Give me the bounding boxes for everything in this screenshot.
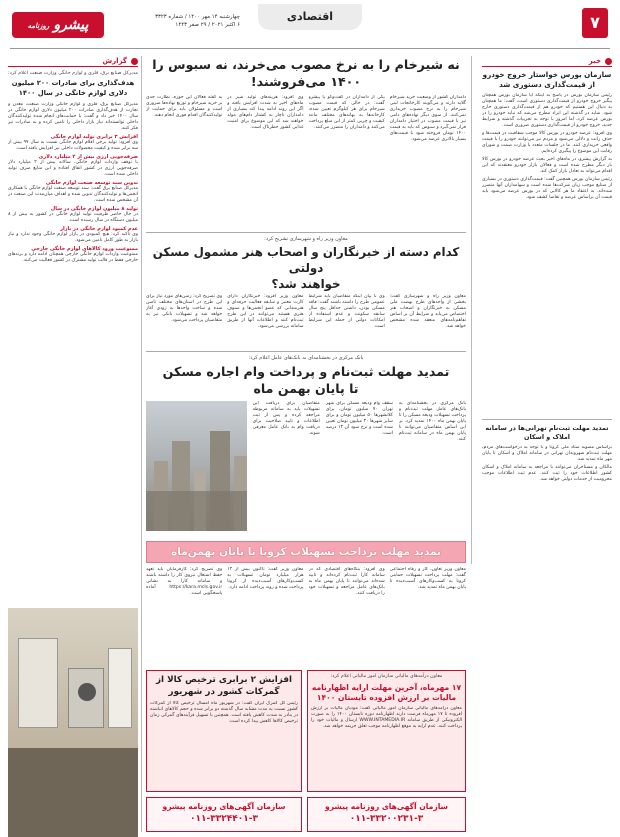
section-text: در حال حاضر ظرفیت تولید لوازم خانگی در کشور به بیش از ۸ میلیون دستگاه در سال رسیده است.: [8, 212, 138, 223]
city-photo: [146, 401, 247, 531]
corona-banner-title: تمدید مهلت پرداخت تسهیلات کرونا تا پایان بهمن‌ماه: [170, 546, 442, 558]
dateline-2: ۶ اکتبر ۲۰۲۱ / ۲۹ صفر ۱۴۴۳: [175, 22, 240, 28]
appliance-photo: [8, 608, 138, 837]
section-title: عدم کمبود لوازم خانگی در بازار: [60, 226, 138, 232]
right-box-body: [482, 445, 612, 585]
paragraph: رئیس سازمان بورس همچنین گفت: قیمت‌گذاری دستوری در بسیاری از صنایع موجب زیان شرکت‌ها شده است و سهامداران آنها متضرر شده‌اند. به اعتقاد ما هر کالایی که در بورس عرضه می‌شود باید قیمت آن براساس عرضه و تقاضا کشف شود.: [482, 177, 612, 200]
ad-right-title: سازمان آگهی‌های روزنامه پیشرو: [324, 802, 449, 811]
tax-headline: ۱۷ مهرماه، آخرین مهلت ارایه اظهارنامه مالیات بر ارزش افزوده تابستان ۱۴۰۰: [311, 682, 462, 702]
dateline-1: چهارشنبه ۱۴ مهر ۱۴۰۰ / شماره ۳۳۲۳: [155, 14, 240, 20]
customs-headline-line1: افزایش ۲ برابری ترخیص کالا از: [155, 675, 293, 685]
section-text: وی افزود: تولید برخی اقلام لوازم خانگی نسبت به سال ۹۷ بیش از سه برابر شده و کیفیت محصولات داخلی نیز افزایش یافته است.: [8, 140, 138, 151]
column-divider: [141, 56, 142, 832]
paragraph: مالکان و مستاجران می‌توانند با مراجعه به سامانه املاک و اسکان کشور اطلاعات خود را ثبت کنند. عدم ثبت اطلاعات موجب محرومیت از خدمات دولتی خواهد شد.: [482, 465, 612, 482]
customs-headline-line2: گمرکات کشور در شهریور: [168, 687, 280, 697]
ad-left-phone: ۰۱۱-۳۳۲۴۴۰۱-۳: [190, 814, 258, 824]
ad-left: [146, 797, 302, 832]
ground-shape: [146, 491, 247, 531]
brand-prefix: روزنامه: [27, 20, 50, 30]
customs-box: [146, 670, 302, 792]
section-title: اقتصادی: [286, 10, 334, 23]
housing-story-column: معاون وزیر افزود: خبرنگاران دارای کارت معتبر و سابقه فعالیت حرفه‌ای و هنرمندانی که عضو انجمن‌ها و صنوف هنری هستند می‌توانند در این طرح ثبت‌نام کنند و اطلاعات آنها از طریق سامانه بررسی می‌شود.: [227, 294, 304, 329]
main-story-column: دامداران کشور از وضعیت خرید شیرخام گلایه دارند و می‌گویند کارخانجات لبنی شیرخام را به نرخ مصوب خریداری نمی‌کنند. از سوی دیگر نهاده‌های دامی نیز با قیمت مصوب در اختیار دامداران قرار نمی‌گیرد و سبوس که باید به قیمت ۱۴۰۰ تومان فروخته شود با قیمت‌های بسیار بالاتری عرضه می‌شود.: [389, 95, 466, 142]
brand-name: پیشرو: [53, 17, 89, 33]
paragraph: براساس مصوبه ستاد ملی کرونا و با توجه به درخواست‌های مردم، مهلت ثبت‌نام شهروندان تهرانی در سامانه املاک و اسکان تا پایان مهر ماه تمدید شد.: [482, 445, 612, 462]
section-text: مدیرکل صنایع برق گفت: سند توسعه صنعت لوازم خانگی با همکاری انجمن‌ها و تولیدکنندگان تدوین شده و اهداف میان‌مدت این صنعت در آن مشخص شده است.: [8, 186, 138, 203]
ad-right: [307, 797, 466, 832]
ad-right-phone: ۰۱۱-۳۳۲۰۰۲۳۱-۳: [349, 814, 424, 824]
corona-banner-bar: [146, 541, 466, 563]
main-headline-line1: نه شیرخام را به نرخ مصوب می‌خرند، نه سبوس را: [152, 57, 460, 72]
corona-banner: [146, 541, 466, 665]
section-title: صرفه‌جویی ارزی بیش از ۲ میلیارد دلاری: [38, 154, 138, 160]
housing-story-column: وی تصریح کرد: زمین‌های مورد نیاز برای این طرح در استان‌های مختلف تامین شده و ساخت واحدها به زودی آغاز خواهد شد و تسهیلات بانکی نیز به متقاضیان پرداخت می‌شود.: [146, 294, 223, 323]
right-column-label-bar: [482, 56, 612, 67]
loan-headline-line2: تا پایان بهمن ماه: [253, 381, 359, 396]
right-box: [482, 419, 612, 585]
section-text: وی تاکید کرد: هیچ کمبودی در بازار لوازم خانگی وجود ندارد و نیاز بازار به طور کامل تامین می‌شود.: [8, 232, 138, 243]
corona-column: وی تصریح کرد: کارفرمایان باید تعهد حفظ اشتغال نیروی کار را داشته باشند و سامانه کارا به نشانی https://kara.mcls.gov.ir آماده پاسخگویی است.: [146, 567, 223, 596]
brand-logo: [12, 12, 104, 38]
right-column-body: [482, 93, 612, 413]
paragraph: وی افزود: عرضه خودرو در بورس کالا موجب شفافیت در قیمت‌ها و حذف رانت و دلالی می‌شود و مردم نیز می‌توانند خودرو را با قیمت واقعی خریداری کنند. ما در جلسات متعدد با وزارت صمت و شورای رقابت این موضوع را پیگیری کرده‌ایم.: [482, 131, 612, 154]
main-story-column: یکی از دامداران در گفت‌وگو با پیشرو گفت: در حالی که قیمت مصوب شیرخام برای هر کیلوگرم تعیین شده، کارخانه‌ها به بهانه‌های مختلف مانند کیفیت و چربی کمتر از این مبلغ پرداخت می‌کنند و دامداران را متضرر می‌کنند.: [308, 95, 385, 130]
section-text: با توقف واردات لوازم خانگی، سالانه بیش از ۲ میلیارد دلار صرفه‌جویی ارزی در کشور اتفاق افتاده و این منابع صرف تولید داخلی شده است.: [8, 160, 138, 177]
housing-kicker: معاون وزیر راه و شهرسازی تشریح کرد:: [264, 236, 348, 242]
housing-story-column: وی با بیان اینکه متقاضیان باید شرایط عمومی طرح را داشته باشند گفت: فاقد مسکن بودن، داشتن حداقل پنج سال سابقه سکونت و عدم استفاده از امکانات دولتی از جمله این شرایط است.: [308, 294, 385, 329]
corona-column: وی افزود: بنگاه‌های اقتصادی که در سامانه کارا ثبت‌نام کرده‌اند و تایید شده‌اند می‌توانند تا پایان بهمن ماه به بانک‌های عامل مراجعه و تسهیلات خود را دریافت کنند.: [308, 567, 385, 596]
right-column: [482, 56, 612, 564]
paragraph: به گزارش پیشرو، در ماه‌های اخیر بحث عرضه خودرو در بورس کالا بار دیگر مطرح شده است و فعالان بازار خودرو معتقدند که این اقدام می‌تواند به تعادل بازار کمک کند.: [482, 157, 612, 174]
housing-headline-line1: کدام دسته از خبرنگاران و اصحاب هنر مشمول مسکن دولتی: [152, 245, 460, 275]
right-column-headline: سازمان بورس خواستار خروج خودرو از قیمت‌گذاری دستوری شد: [482, 70, 612, 89]
tax-body: معاون درآمدهای مالیاتی سازمان امور مالیاتی گفت: مودیان مالیات بر ارزش افزوده تا ۱۷ مهرماه فرصت دارند اظهارنامه دوره تابستان ۱۴۰۰ را به صورت الکترونیکی از طریق سامانه WWW.INTAMEDIA.IR ارسال و مالیات خود را پرداخت کنند. عدم ارایه به موقع اظهارنامه موجب تعلق جریمه خواهد شد.: [311, 705, 462, 729]
corona-column: معاون وزیر گفت: تاکنون بیش از ۱۲ هزار میلیارد تومان تسهیلات به کسب‌وکارهای آسیب‌دیده از کرونا پرداخت شده و روند پرداخت ادامه دارد.: [227, 567, 304, 590]
customs-body: رئیس کل گمرک ایران گفت: در شهریور ماه امسال ترخیص کالا از گمرکات کشور نسبت به مدت مشابه سال گذشته دو برابر شده و حجم کالاهای انباشته در بنادر به شدت کاهش یافته است. همچنین با تسهیل فرآیندهای گمرکی زمان ترخیص کالاها کاهش پیدا کرده است.: [150, 701, 298, 724]
section-tab: [258, 4, 362, 30]
left-column-headline: هدف‌گذاری برای صادرات ۲۰۰ میلیون دلاری لوازم خانگی در سال ۱۴۰۰: [11, 79, 135, 97]
masthead: [0, 0, 620, 50]
floor-shape: [8, 748, 138, 837]
housing-story-columns: [146, 294, 466, 354]
housing-story: [146, 232, 466, 347]
column-divider: [471, 56, 472, 564]
page-number: ۷: [590, 13, 600, 32]
main-story-columns: [146, 95, 466, 225]
loan-story: [146, 351, 466, 538]
corona-banner-columns: [146, 567, 466, 663]
loan-headline-line1: تمدید مهلت ثبت‌نام و پرداخت وام اجاره مسکن: [162, 364, 450, 379]
corona-column: معاون وزیر تعاون، کار و رفاه اجتماعی گفت: مهلت پرداخت تسهیلات حمایتی کرونا به کسب‌وکارهای آسیب‌دیده تا پایان بهمن ماه تمدید شد.: [389, 567, 466, 590]
section-title: تدوین سند توسعه صنعت لوازم خانگی: [45, 180, 138, 186]
loan-story-column: متقاضیان برای دریافت این تسهیلات باید به سامانه مربوطه مراجعه کرده و پس از ثبت اطلاعات و تایید صلاحیت برای دریافت وام به بانک عامل معرفی شوند.: [252, 401, 320, 436]
left-column-body: [8, 102, 138, 602]
section-title: افزایش ۳ برابری تولید لوازم خانگی: [50, 134, 138, 140]
section-text: ممنوعیت واردات لوازم خانگی خارجی همچنان ادامه دارد و برندهای خارجی فقط در قالب تولید مشترک در کشور فعالیت می‌کنند.: [8, 252, 138, 263]
appliance-shape: [108, 648, 132, 728]
left-column-label: گزارش: [102, 57, 127, 65]
right-column-label: خبر: [588, 57, 601, 65]
tax-kicker: معاون درآمدهای مالیاتی سازمان امور مالیاتی اعلام کرد:: [330, 674, 443, 679]
tax-box: [307, 670, 466, 792]
loan-story-column: سقف وام ودیعه مسکن برای شهر تهران ۷۰ میلیون تومان، برای کلانشهرها ۵۰ میلیون تومان و برای سایر شهرها ۳۰ میلیون تومان تعیین شده است و نرخ سود آن ۱۳ درصد است.: [325, 401, 393, 436]
main-headline-line2: ۱۴۰۰ می‌فروشند!: [250, 74, 362, 89]
paragraph: رئیس سازمان بورس در پاسخ به اینکه آیا سازمان بورس همچنان پیگیر خروج خودرو از قیمت‌گذاری دستوری است، گفت: ما همچنان به دنبال این هستیم که خودرو هم از قیمت‌گذاری دستوری خارج شود. شاید در گذشته این ایراد مطرح می‌شد که نباید خودرو را در بورس عرضه کرد، اما امروز با توجه به تجربیات گذشته و شرایط جدید، خروج خودرو از قیمت‌گذاری دستوری ضروری است.: [482, 93, 612, 128]
bullet-icon: [605, 58, 612, 65]
left-column-intro: مدیرکل صنایع برق، فلزی و لوازم خانگی وزارت صنعت اعلام کرد:: [8, 71, 138, 76]
washer-door-shape: [78, 683, 96, 701]
section-text: مدیرکل صنایع برق، فلزی و لوازم خانگی وزارت صنعت، معدن و تجارت از هدف‌گذاری صادرات ۲۰۰ میلیون دلاری لوازم خانگی در سال ۱۴۰۰ خبر داد و گفت: با حمایت‌های انجام شده تولیدکنندگان داخلی توانسته‌اند نیاز بازار داخلی را تامین کرده و به صادرات نیز فکر کنند.: [8, 102, 138, 131]
left-column: [8, 56, 138, 831]
section-title: تولید ۸ میلیون لوازم خانگی در سال: [50, 206, 138, 212]
section-title: ممنوعیت ورود کالاهای لوازم خانگی خارجی: [31, 246, 138, 252]
ad-left-title: سازمان آگهی‌های روزنامه پیشرو: [162, 802, 286, 811]
loan-kicker: بانک مرکزی در بخشنامه‌ای به بانک‌های عامل اعلام کرد:: [248, 355, 364, 361]
bullet-icon: [131, 58, 138, 65]
right-box-headline: تمدید مهلت ثبت‌نام تهرانی‌ها در سامانه املاک و اسکان: [485, 424, 609, 441]
housing-headline-line2: خواهند شد؟: [271, 277, 341, 291]
page-number-badge: [582, 8, 608, 38]
fridge-shape: [18, 638, 58, 728]
dateline: [110, 13, 240, 29]
header-rule: [10, 48, 610, 49]
left-column-label-bar: [8, 56, 138, 67]
main-story-column: وی افزود: هزینه‌های تولید شیر در ماه‌های اخیر به شدت افزایش یافته و اگر این روند ادامه پیدا کند بسیاری از دامداران ناچار به کشتار دام‌های مولد خواهند شد که این موضوع برای امنیت غذایی کشور خطرناک است.: [227, 95, 304, 130]
housing-story-column: معاون وزیر راه و شهرسازی گفت: بخشی از واحدهای طرح نهضت ملی مسکن به خبرنگاران و اصحاب هنر اختصاص می‌یابد و شرایط آن بر اساس تفاهم‌نامه‌های منعقد شده مشخص خواهد شد.: [389, 294, 466, 329]
loan-body: [146, 401, 466, 531]
main-story-column: به گفته فعالان این حوزه، نظارت جدی بر خرید شیرخام و توزیع نهاده‌ها ضروری است و مسئولان باید برای حمایت از تولیدکنندگان اقدام فوری انجام دهند.: [146, 95, 223, 118]
main-story: [146, 56, 466, 226]
loan-story-column: بانک مرکزی در بخشنامه‌ای به بانک‌های عامل مهلت ثبت‌نام و پرداخت تسهیلات ودیعه مسکن را تا پایان بهمن ماه ۱۴۰۰ تمدید کرد. بر این اساس متقاضیان می‌توانند تا پایان بهمن ماه در سامانه ثبت‌نام کنند.: [398, 401, 466, 442]
